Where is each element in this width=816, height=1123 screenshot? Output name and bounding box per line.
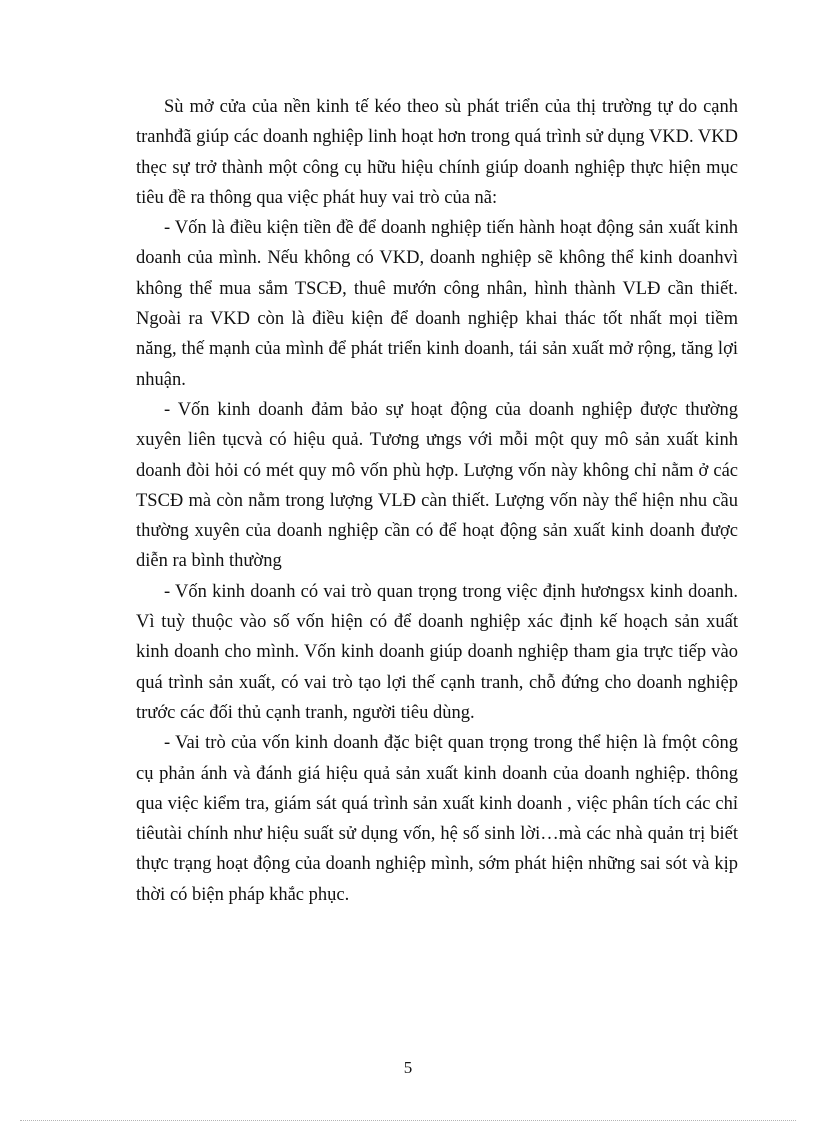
page-bottom-divider (20, 1120, 796, 1121)
page-body (136, 92, 738, 910)
page-number: 5 (403, 1058, 413, 1077)
paragraph-capital-prerequisite: - Vốn là điều kiện tiền đề để doanh nghiệp tiến hành hoạt động sản xuất kinh doanh của mình. Nếu không có VKD, doanh nghiệp sẽ không thể kinh doanhvì không thể mua sắm TSCĐ, thuê mướn công nhân, hình thành VLĐ cần thiết. Ngoài ra VKD còn là điều kiện để doanh nghiệp khai thác tốt nhất mọi tiềm năng, thế mạnh của mình để phát triển kinh doanh, tái sản xuất mở rộng, tăng lợi nhuận. (136, 218, 738, 390)
paragraph-capital-orientation: - Vốn kinh doanh có vai trò quan trọng trong việc định hươngsx kinh doanh. Vì tuỳ thuộc vào số vốn hiện có để doanh nghiệp xác định kế hoạch sản xuất kinh doanh cho mình. Vốn kinh doanh giúp doanh nghiệp tham gia trực tiếp vào quá trình sản xuất, có vai trò tạo lợi thế cạnh tranh, chỗ đứng cho doanh nghiệp trước các đối thủ cạnh tranh, người tiêu dùng. (136, 581, 738, 723)
paragraph-intro: Sù mở cửa của nền kinh tế kéo theo sù phát triển của thị trường tự do cạnh tranhđã giúp các doanh nghiệp linh hoạt hơn trong quá trình sử dụng VKD. VKD thẹc sự trở thành một công cụ hữu hiệu chính giúp doanh nghiệp thực hiện mục tiêu đề ra thông qua việc phát huy vai trò của nã: (136, 97, 738, 208)
paragraph-capital-continuity: - Vốn kinh doanh đảm bảo sự hoạt động của doanh nghiệp được thường xuyên liên tụcvà có hiệu quả. Tương ưngs với mỗi một quy mô sản xuất kinh doanh đòi hỏi có mét quy mô vốn phù hợp. Lượng vốn này không chỉ nằm ở các TSCĐ mà còn nằm trong lượng VLĐ càn thiết. Lượng vốn này thể hiện nhu cầu thường xuyên của doanh nghiệp cần có để hoạt động sản xuất kinh doanh được diễn ra bình thường (136, 399, 738, 572)
paragraph-capital-evaluation: - Vai trò của vốn kinh doanh đặc biệt quan trọng trong thể hiện là fmột công cụ phản ánh và đánh giá hiệu quả sản xuất kinh doanh của doanh nghiệp. thông qua việc kiểm tra, giám sát quá trình sản xuất kinh doanh , việc phân tích các chỉ tiêutài chính như hiệu suất sử dụng vốn, hệ số sinh lời…mà các nhà quản trị biết thực trạng hoạt động của doanh nghiệp mình, sớm phát hiện những sai sót và kịp thời có biện pháp khắc phục. (136, 733, 738, 905)
